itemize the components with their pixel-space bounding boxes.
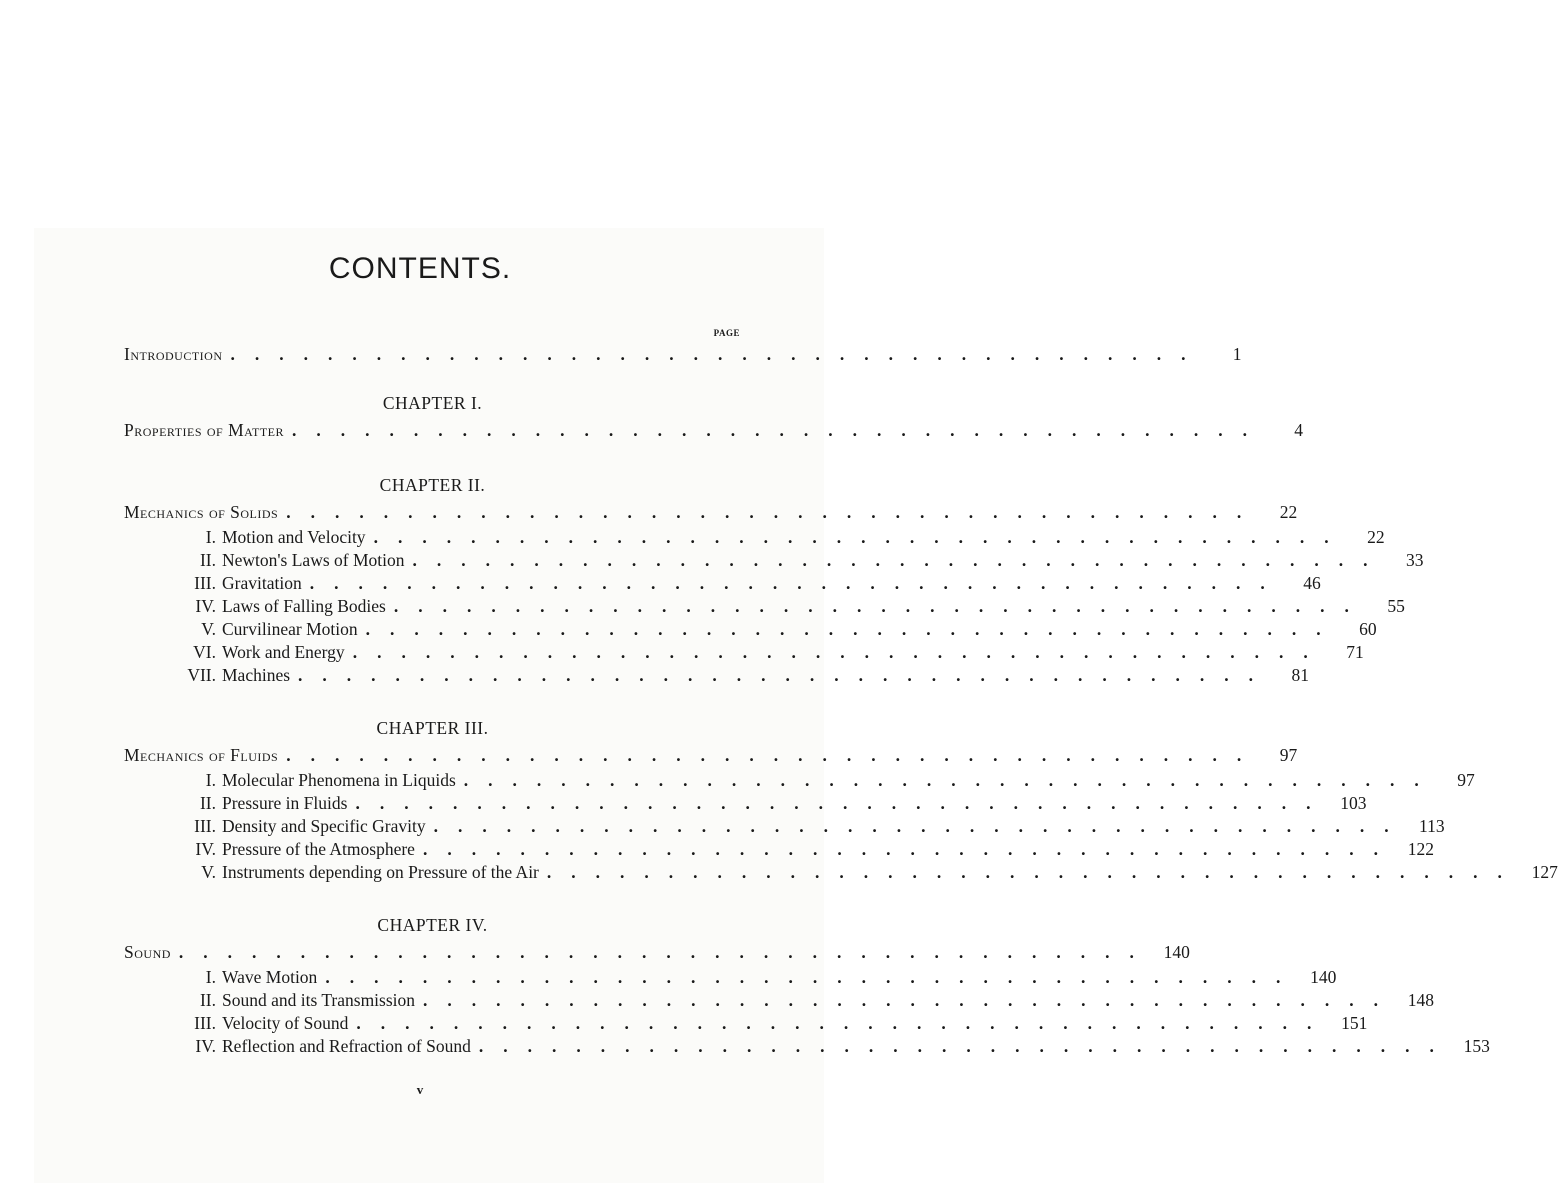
toc-entry-label: Sound and its Transmission xyxy=(222,990,416,1010)
toc-entry-label: Reflection and Refraction of Sound xyxy=(222,1036,471,1056)
toc-entry-label: Instruments depending on Pressure of the Air xyxy=(222,862,539,882)
leader-dots: ........................................ xyxy=(373,527,1349,547)
toc-subentry xyxy=(124,664,1310,687)
toc-entry-label: Sound xyxy=(124,942,171,962)
leader-dots: ........................................ xyxy=(433,816,1409,836)
toc-entry-page: 103 xyxy=(1340,793,1367,813)
toc-entry-label: Work and Energy xyxy=(222,642,345,662)
toc-entry-page: 55 xyxy=(1387,596,1405,616)
toc-entry-number: III. xyxy=(194,816,216,836)
toc-entry-number: II. xyxy=(199,550,216,570)
leader-dots: ........................................ xyxy=(309,573,1285,593)
toc-entry-page: 127 xyxy=(1531,862,1558,882)
leader-dots: ........................................ xyxy=(412,550,1388,570)
toc-entry-label: Mechanics of Solids xyxy=(124,502,279,522)
toc-entry-page: 97 xyxy=(1457,770,1475,790)
toc-entry-page: 1 xyxy=(1232,344,1242,364)
toc-entry-number: V. xyxy=(201,862,216,882)
page-title: CONTENTS. xyxy=(328,252,512,285)
leader-dots: ........................................ xyxy=(355,793,1331,813)
page-number-footer: v xyxy=(416,1082,424,1097)
toc-subentry xyxy=(124,815,1445,838)
toc-entry-label: Motion and Velocity xyxy=(222,527,366,547)
toc-entry-page: 33 xyxy=(1406,550,1424,570)
toc-subentry xyxy=(124,838,1434,861)
toc-entry-page: 22 xyxy=(1367,527,1385,547)
toc-entry-number: IV. xyxy=(195,1036,216,1056)
leader-dots: ........................................ xyxy=(230,344,1206,364)
toc-entry-label: Laws of Falling Bodies xyxy=(222,596,386,616)
toc-entry-label: Introduction xyxy=(124,344,223,364)
toc-entry-number: V. xyxy=(201,619,216,639)
toc-subentry xyxy=(124,792,1367,815)
toc-entry-page: 60 xyxy=(1359,619,1377,639)
spacer xyxy=(124,687,741,715)
toc-subentry xyxy=(124,595,1405,618)
leader-dots: ........................................ xyxy=(298,665,1274,685)
toc-entry-page: 97 xyxy=(1279,745,1298,765)
toc-entry-label: Mechanics of Fluids xyxy=(124,745,279,765)
toc-subentry xyxy=(124,966,1337,989)
toc-entry-number: II. xyxy=(199,793,216,813)
leader-dots: ........................................ xyxy=(546,862,1522,882)
page-column-heading: PAGE xyxy=(713,328,740,338)
toc-entry-page: 71 xyxy=(1346,642,1364,662)
toc-entry-number: I. xyxy=(205,527,216,547)
toc-subentry xyxy=(124,572,1321,595)
toc-entry-page: 122 xyxy=(1407,839,1434,859)
toc-entry-label: Properties of Matter xyxy=(124,420,284,440)
toc-subentry xyxy=(124,769,1475,792)
toc-entry-label: Density and Specific Gravity xyxy=(222,816,426,836)
chapter-heading: CHAPTER III. xyxy=(376,718,489,738)
leader-dots: ........................................ xyxy=(325,967,1301,987)
toc-subentry xyxy=(124,989,1435,1012)
leader-dots: ........................................ xyxy=(423,990,1399,1010)
leader-dots: ........................................ xyxy=(178,942,1154,962)
toc-entry-number: I. xyxy=(205,967,216,987)
toc-entry-introduction xyxy=(124,340,1242,368)
toc-subentry xyxy=(124,618,1377,641)
toc-entry-label: Velocity of Sound xyxy=(222,1013,349,1033)
toc-entry-label: Curvilinear Motion xyxy=(222,619,358,639)
chapter-heading: CHAPTER IV. xyxy=(377,915,488,935)
toc-entry-number: II. xyxy=(199,990,216,1010)
toc-entry-number: III. xyxy=(194,573,216,593)
toc-entry-page: 148 xyxy=(1407,990,1435,1010)
toc-entry-number: VI. xyxy=(193,642,216,662)
toc-subentry xyxy=(124,1035,1490,1058)
table-of-contents xyxy=(124,340,1558,1058)
leader-dots: ........................................ xyxy=(286,502,1262,522)
toc-entry-number: I. xyxy=(205,770,216,790)
toc-entry-number: III. xyxy=(194,1013,216,1033)
toc-section-entry xyxy=(124,416,1303,444)
leader-dots: ........................................ xyxy=(478,1036,1454,1056)
toc-subentry xyxy=(124,1012,1368,1035)
spacer xyxy=(124,368,741,390)
spacer xyxy=(124,444,741,472)
toc-section-entry xyxy=(124,498,1298,526)
leader-dots: ........................................ xyxy=(286,745,1262,765)
toc-entry-page: 153 xyxy=(1463,1036,1490,1056)
toc-entry-label: Gravitation xyxy=(222,573,302,593)
chapter-heading: CHAPTER I. xyxy=(382,393,483,413)
chapter-heading: CHAPTER II. xyxy=(379,475,486,495)
leader-dots: ........................................ xyxy=(422,839,1398,859)
toc-section-entry xyxy=(124,741,1298,769)
toc-subentry xyxy=(124,641,1364,664)
toc-entry-page: 81 xyxy=(1291,665,1310,685)
toc-entry-page: 4 xyxy=(1294,420,1303,440)
leader-dots: ........................................ xyxy=(393,596,1369,616)
toc-section-entry xyxy=(124,938,1190,966)
toc-subentry xyxy=(124,526,1385,549)
toc-subentry xyxy=(124,549,1424,572)
leader-dots: ........................................ xyxy=(463,770,1439,790)
toc-entry-number: IV. xyxy=(195,839,216,859)
toc-entry-label: Machines xyxy=(222,665,291,685)
toc-entry-label: Wave Motion xyxy=(222,967,318,987)
toc-entry-number: VII. xyxy=(187,665,216,685)
leader-dots: ........................................ xyxy=(365,619,1341,639)
toc-entry-label: Newton's Laws of Motion xyxy=(222,550,405,570)
toc-entry-page: 22 xyxy=(1279,502,1298,522)
toc-entry-page: 140 xyxy=(1310,967,1337,987)
leader-dots: ........................................ xyxy=(292,420,1267,440)
toc-entry-number: IV. xyxy=(195,596,216,616)
toc-entry-page: 46 xyxy=(1303,573,1321,593)
toc-entry-page: 113 xyxy=(1419,816,1445,836)
toc-entry-page: 151 xyxy=(1341,1013,1368,1033)
toc-entry-label: Pressure of the Atmosphere xyxy=(222,839,415,859)
toc-entry-label: Molecular Phenomena in Liquids xyxy=(222,770,456,790)
chapter-list xyxy=(124,368,1558,1058)
leader-dots: ........................................ xyxy=(356,1013,1332,1033)
toc-subentry xyxy=(124,861,1558,884)
spacer xyxy=(124,884,741,912)
leader-dots: ........................................ xyxy=(352,642,1328,662)
toc-entry-label: Pressure in Fluids xyxy=(222,793,348,813)
toc-entry-page: 140 xyxy=(1163,942,1190,962)
